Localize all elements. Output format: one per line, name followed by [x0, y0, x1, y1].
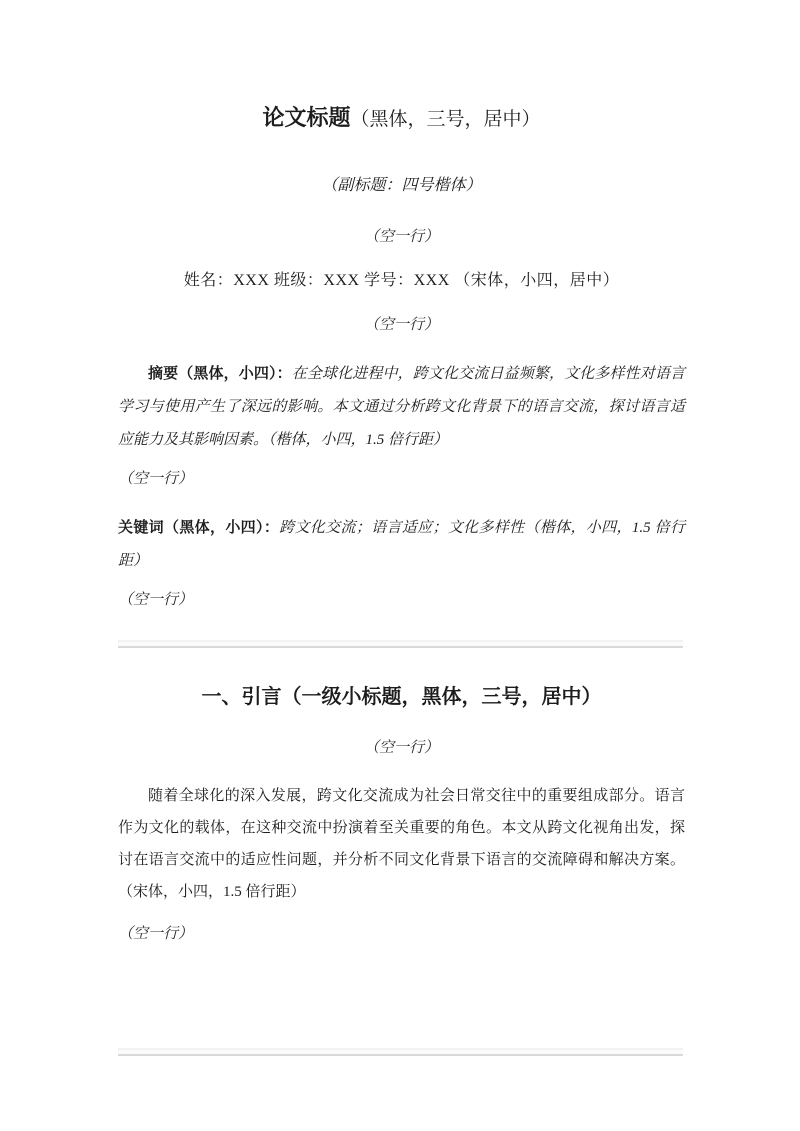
intro-paragraph: 随着全球化的深入发展，跨文化交流成为社会日常交往中的重要组成部分。语言作为文化的载体，在这种交流中扮演着至关重要的角色。本文从跨文化视角出发，探讨在语言交流中的适应性问题，并分析不同文化背景下语言的交流障碍和解决方案。（宋体，小四，1.5 倍行距） [118, 788, 685, 900]
abstract-label: 摘要（黑体，小四）： [148, 365, 292, 382]
paper-title: 论文标题 [262, 105, 351, 130]
blank-line-marker: （空一行） [363, 740, 439, 756]
keywords-label: 关键词（黑体，小四）： [118, 519, 280, 536]
page-break-divider [118, 640, 683, 648]
blank-line-marker: （空一行） [363, 317, 439, 333]
abstract-paragraph [118, 357, 685, 457]
document-content [0, 105, 800, 1056]
blank-line-marker: （空一行） [363, 229, 439, 245]
blank-line-marker: （空一行） [118, 471, 194, 487]
author-line: 姓名：XXX 班级：XXX 学号：XXX （宋体，小四，居中） [183, 272, 620, 289]
title-format-note: （黑体，三号，居中） [350, 109, 541, 130]
page-break-divider [118, 1048, 683, 1056]
blank-line-marker: （空一行） [118, 926, 194, 942]
keywords-paragraph [118, 511, 685, 578]
blank-line-marker: （空一行） [118, 592, 194, 608]
keywords-text: 跨文化交流；语言适应；文化多样性（楷体，小四，1.5 倍行距） [118, 520, 685, 569]
section-heading: 一、引言（一级小标题，黑体，三号，居中） [201, 686, 602, 708]
abstract-text: 在全球化进程中，跨文化交流日益频繁，文化多样性对语言学习与使用产生了深远的影响。本文通过分析跨文化背景下的语言交流，探讨语言适应能力及其影响因素。（楷体，小四，1.5 倍行距） [118, 366, 685, 448]
paper-title-line [118, 105, 685, 133]
paper-subtitle: （副标题：四号楷体） [321, 177, 482, 194]
